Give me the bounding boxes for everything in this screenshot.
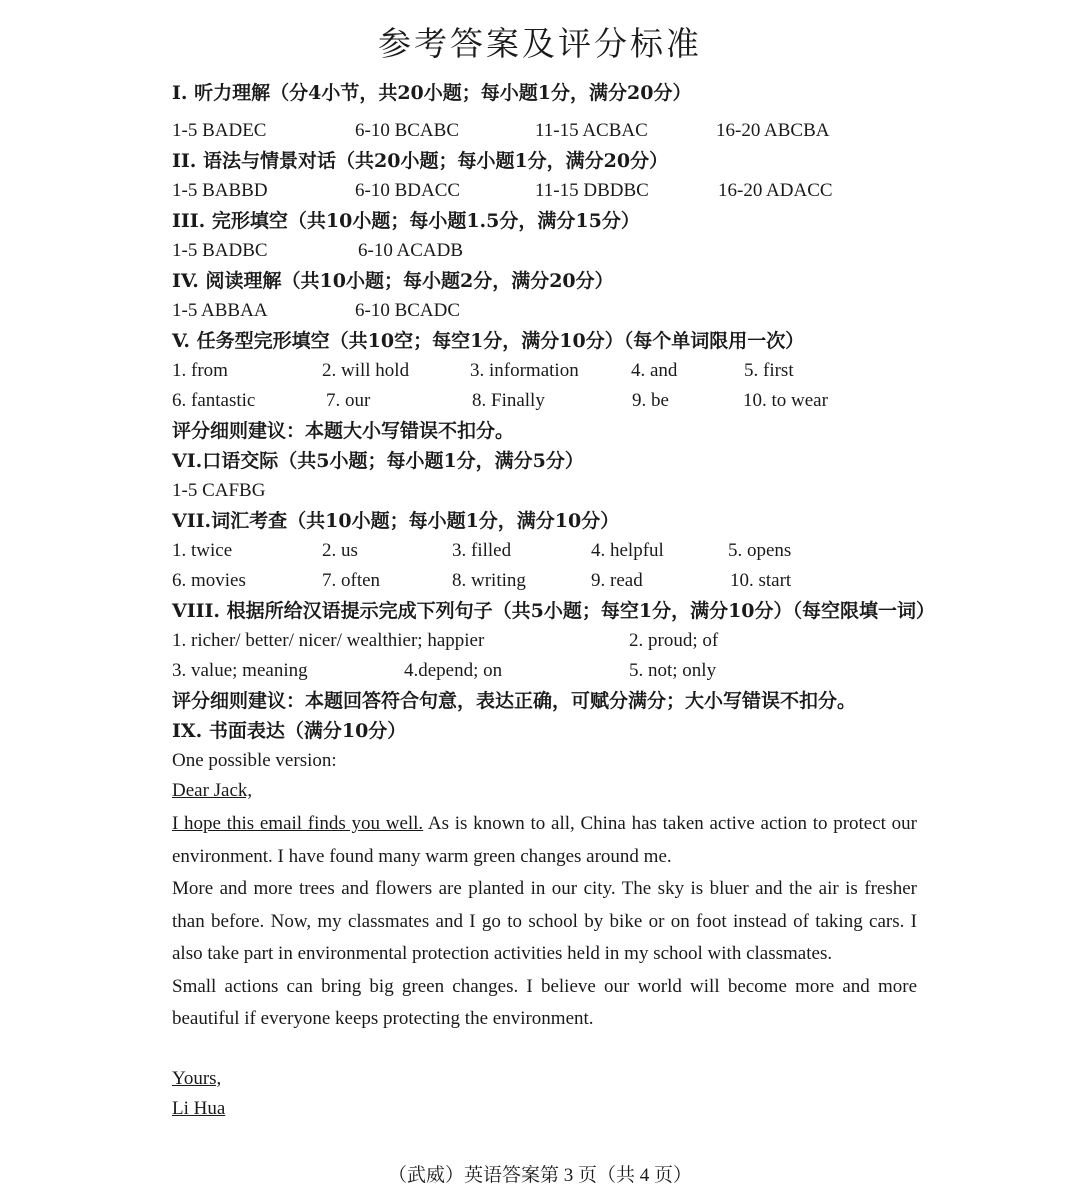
- answer-item: 6. movies: [172, 570, 246, 591]
- essay-paragraph-1-text: As is known to all, China has taken active action to protect our environment. I have found many warm green changes around me.: [172, 813, 917, 867]
- section-7-answers-row-2: [172, 566, 917, 596]
- answer-item: 2. will hold: [322, 360, 410, 381]
- section-8-answers-row-2: [172, 656, 917, 686]
- answer-item: 3. value; meaning: [172, 660, 308, 681]
- section-1-answers: [172, 116, 917, 146]
- essay-greeting: Dear Jack,: [172, 780, 253, 801]
- answer-item: 8. writing: [452, 570, 526, 591]
- section-5-heading: V. 任务型完形填空（共10空；每空1分，满分10分）（每个单词限用一次）: [172, 330, 805, 352]
- answer-group: 16-20 ADACC: [718, 180, 833, 201]
- section-2-answers: [172, 176, 917, 206]
- section-3-heading: III. 完形填空（共10小题；每小题1.5分，满分15分）: [172, 210, 640, 232]
- answer-item: 3. information: [470, 360, 579, 381]
- answer-group: 1-5 BADEC: [172, 120, 267, 141]
- section-9-heading: IX. 书面表达（满分10分）: [172, 720, 407, 742]
- answer-group: 16-20 ABCBA: [716, 120, 830, 141]
- section-6-heading: VI.口语交际（共5小题；每小题1分，满分5分）: [172, 450, 584, 472]
- answer-group: 1-5 ABBAA: [172, 300, 268, 321]
- page-title: 参考答案及评分标准: [378, 24, 702, 63]
- answer-item: 4. helpful: [591, 540, 664, 561]
- answer-group: 6-10 BCADC: [355, 300, 461, 321]
- section-5-answers-row-1: [172, 356, 917, 386]
- answer-item: 1. richer/ better/ nicer/ wealthier; happier: [172, 630, 485, 651]
- answer-group: 6-10 BDACC: [355, 180, 461, 201]
- section-8-scoring-note: 评分细则建议：本题回答符合句意，表达正确，可赋分满分；大小写错误不扣分。: [172, 690, 857, 712]
- answer-item: 5. not; only: [629, 660, 717, 681]
- section-8-heading: VIII. 根据所给汉语提示完成下列句子（共5小题；每空1分，满分10分）（每空限填一词）: [172, 600, 936, 622]
- answer-item: 2. proud; of: [629, 630, 719, 651]
- answer-item: 8. Finally: [472, 390, 545, 411]
- section-8-answers-row-1: [172, 626, 917, 656]
- essay-opening-sentence: I hope this email finds you well.: [172, 813, 424, 834]
- answer-group: 11-15 DBDBC: [535, 180, 649, 201]
- section-7-answers-row-1: [172, 536, 917, 566]
- section-5-answers-row-2: [172, 386, 917, 416]
- answer-group: 11-15 ACBAC: [535, 120, 648, 141]
- answer-group: 1-5 BABBD: [172, 180, 268, 201]
- answer-group: 1-5 CAFBG: [172, 480, 266, 501]
- essay-signature: Li Hua: [172, 1097, 226, 1119]
- essay-intro: One possible version:: [172, 750, 337, 771]
- answer-item: 7. our: [326, 390, 371, 411]
- answer-item: 10. start: [730, 570, 792, 591]
- section-3-answers: [172, 236, 917, 266]
- answer-item: 3. filled: [452, 540, 512, 561]
- answer-item: 9. read: [591, 570, 643, 591]
- answer-group: 6-10 BCABC: [355, 120, 459, 141]
- essay-paragraph-2: More and more trees and flowers are planted in our city. The sky is bluer and the air is fresher than before. Now, my classmates and I go to school by bike or on foot instead of taking cars. I also take part in environmental protection activities held in my school with classmates.: [172, 878, 917, 964]
- section-5-scoring-note: 评分细则建议：本题大小写错误不扣分。: [172, 420, 515, 442]
- section-1-heading: I. 听力理解（分4小节，共20小题；每小题1分，满分20分）: [172, 82, 692, 104]
- answer-item: 1. twice: [172, 540, 233, 561]
- essay-paragraph-1: [172, 808, 917, 873]
- answer-item: 4. and: [631, 360, 678, 381]
- answer-item: 10. to wear: [743, 390, 828, 411]
- answer-item: 6. fantastic: [172, 390, 256, 411]
- answer-item: 2. us: [322, 540, 358, 561]
- answer-item: 9. be: [632, 390, 669, 411]
- section-4-heading: IV. 阅读理解（共10小题；每小题2分，满分20分）: [172, 270, 614, 292]
- section-7-heading: VII.词汇考查（共10小题；每小题1分，满分10分）: [172, 510, 620, 532]
- answer-item: 4.depend; on: [404, 660, 503, 681]
- section-4-answers: [172, 296, 917, 326]
- answer-group: 6-10 ACADB: [358, 240, 464, 261]
- answer-item: 1. from: [172, 360, 228, 381]
- answer-group: 1-5 BADBC: [172, 240, 268, 261]
- essay-closing: Yours,: [172, 1067, 222, 1089]
- section-6-answers: [172, 476, 917, 506]
- answer-item: 5. opens: [728, 540, 792, 561]
- section-2-heading: II. 语法与情景对话（共20小题；每小题1分，满分20分）: [172, 150, 669, 172]
- answer-item: 5. first: [744, 360, 794, 381]
- page-footer: （武威）英语答案第 3 页（共 4 页）: [387, 1165, 692, 1186]
- answer-content: [172, 78, 936, 1124]
- essay-paragraph-3: Small actions can bring big green changes. I believe our world will become more and more beautiful if everyone keeps protecting the environment.: [172, 975, 917, 1029]
- answer-item: 7. often: [322, 570, 381, 591]
